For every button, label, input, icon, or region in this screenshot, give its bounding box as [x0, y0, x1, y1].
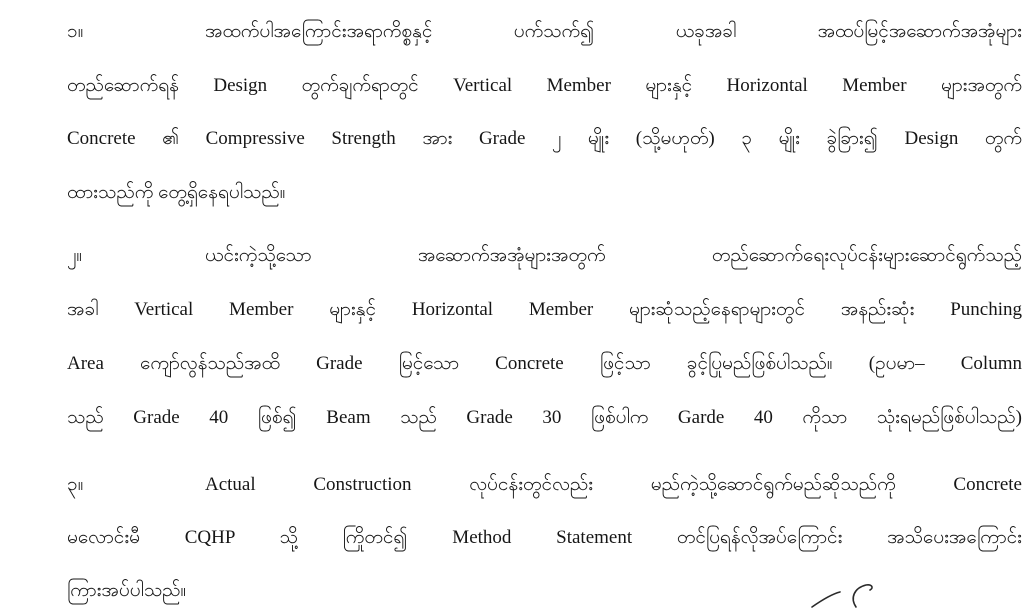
paragraph-3-line-2: မလောင်းမီ CQHP သို့ ကြိုတင်၍ Method Statement တင်ပြရန်လိုအပ်ကြောင်း အသိပေးအကြောင်း [67, 527, 1022, 548]
paragraph-1-line-4: ထားသည်ကို တွေ့ရှိနေရပါသည်။ [67, 182, 286, 203]
paragraph-2-line-1 [67, 243, 1022, 269]
paragraph-3-line-3: ကြားအပ်ပါသည်။ [67, 580, 187, 601]
paragraph-2-line-2: အခါ Vertical Member များနှင့် Horizontal Member များဆုံသည့်နေရာများတွင် အနည်းဆုံး Punching [67, 299, 1022, 320]
paragraph-2-line-3: Area ကျော်လွန်သည်အထိ Grade မြင့်သော Concrete ဖြင့်သာ ခွင့်ပြုမည်ဖြစ်ပါသည်။ (ဥပမာ– Column [67, 353, 1022, 374]
paragraph-1-line-1 [67, 19, 1022, 45]
paragraph-2-line-4: သည် Grade 40 ဖြစ်၍ Beam သည် Grade 30 ဖြစ်ပါက Garde 40 ကိုသာ သုံးရမည်ဖြစ်ပါသည်) [67, 407, 1022, 428]
paragraph-2-number: ၂။ [67, 245, 83, 266]
paragraph-3-number: ၃။ [67, 474, 84, 495]
signature-mark [810, 580, 890, 609]
paragraph-1-line-1-text: အထက်ပါအကြောင်းအရာကိစ္စနှင့် ပက်သက်၍ ယခုအခါ အထပ်မြင့်အဆောက်အအုံများ [205, 21, 1022, 42]
paragraph-3-line-1 [67, 472, 1022, 498]
paragraph-1-line-3: Concrete ၏ Compressive Strength အား Grade ၂ မျိုး (သို့မဟုတ်) ၃ မျိုး ခွဲခြား၍ Design တွက် [67, 128, 1022, 149]
paragraph-1-number: ၁။ [67, 21, 84, 42]
paragraph-1-line-2: တည်ဆောက်ရန် Design တွက်ချက်ရာတွင် Vertical Member များနှင့် Horizontal Member များအတွက် [67, 75, 1022, 96]
paragraph-3-line-1-text: Actual Construction လုပ်ငန်းတွင်လည်း မည်ကဲ့သို့ဆောင်ရွက်မည်ဆိုသည်ကို Concrete [205, 474, 1022, 495]
paragraph-2-line-1-text: ယင်းကဲ့သို့သော အဆောက်အအုံများအတွက် တည်ဆောက်ရေးလုပ်ငန်းများဆောင်ရွက်သည့် [205, 245, 1022, 266]
